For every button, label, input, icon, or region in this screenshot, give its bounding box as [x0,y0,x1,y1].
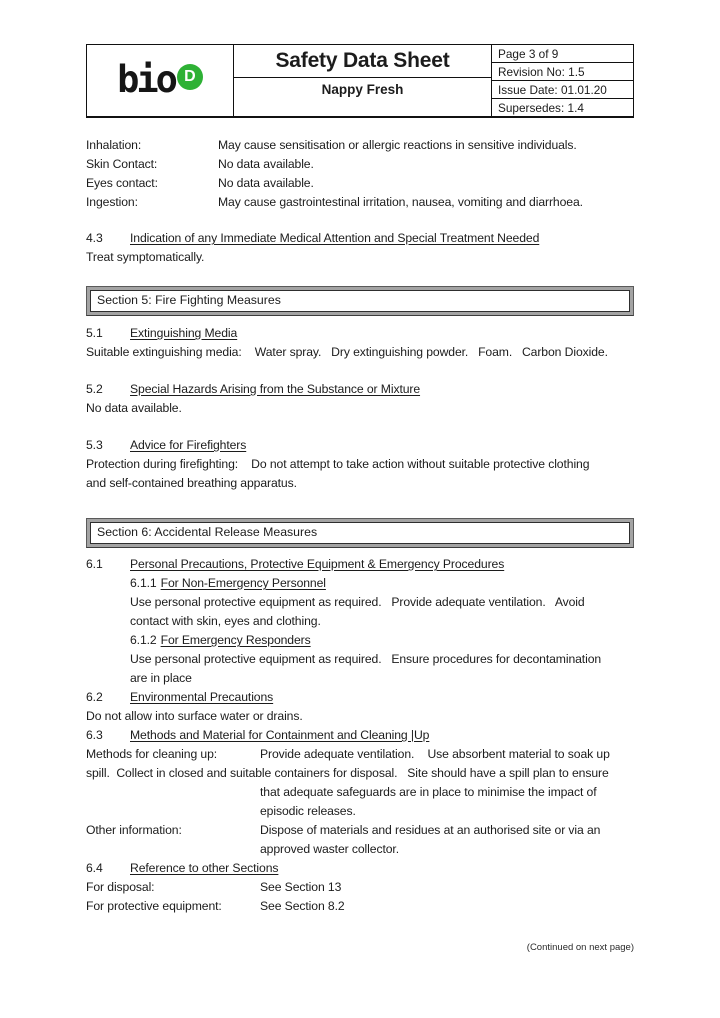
sec-5-3-body-line: Protection during firefighting: Do not attempt to take action without suitable protective clothing [86,457,590,471]
row-label: Other information: [86,823,182,837]
heading-title: For Non-Emergency Personnel [160,576,326,590]
row-label: For disposal: [86,880,155,894]
sec-6-3-body-line: spill. Collect in closed and suitable containers for disposal. Site should have a spill plan to ensure [86,766,609,780]
bio-d-logo [117,57,203,101]
first-aid-row [86,174,634,193]
continued-note: (Continued on next page) [526,942,634,953]
section-5-banner-text: Section 5: Fire Fighting Measures [90,290,630,312]
header-middle-column [234,45,492,116]
row-value: See Section 13 [260,880,342,894]
heading-number: 6.2 [86,690,103,704]
heading-number: 5.1 [86,326,103,340]
heading-4-3 [86,229,634,248]
heading-number: 6.1 [86,557,103,571]
heading-6-3 [86,726,634,745]
sec-5-1-body: Suitable extinguishing media: Water spray. Dry extinguishing powder. Foam. Carbon Dioxide. [86,345,608,359]
heading-title: Personal Precautions, Protective Equipment & Emergency Procedures [130,557,505,571]
sec-6-3-row [86,821,634,840]
sec-5-2-body: No data available. [86,401,182,415]
heading-title: Methods and Material for Containment and Cleaning |Up [130,728,430,742]
row-value: No data available. [218,176,314,190]
first-aid-row [86,193,634,212]
supersedes: Supersedes: 1.4 [498,100,584,115]
revision-number: Revision No: 1.5 [492,63,633,81]
row-value: Dispose of materials and residues at an authorised site or via an [260,823,601,837]
sec-6-3-body-line: episodic releases. [260,804,356,818]
row-label: Ingestion: [86,195,138,209]
heading-6-4 [86,859,634,878]
sec-6-2-body: Do not allow into surface water or drains. [86,709,303,723]
first-aid-row [86,155,634,174]
heading-title: For Emergency Responders [160,633,311,647]
heading-6-2 [86,688,634,707]
heading-title: Reference to other Sections [130,861,279,875]
heading-number: 4.3 [86,231,103,245]
page-number: Page 3 of 9 [492,45,633,63]
heading-5-3 [86,436,634,455]
heading-6-1-1 [86,574,634,593]
heading-number: 6.1.2 [130,633,157,647]
row-label: Skin Contact: [86,157,158,171]
heading-6-1-2 [86,631,634,650]
heading-number: 6.4 [86,861,103,875]
section-6-banner [86,518,634,548]
heading-6-1 [86,555,634,574]
sec-6-4-row [86,878,634,897]
row-label: Methods for cleaning up: [86,747,218,761]
sec-6-1-2-body-line: Use personal protective equipment as required. Ensure procedures for decontamination [130,652,602,666]
sec-6-1-2-body-line: are in place [130,671,192,685]
heading-title: Advice for Firefighters [130,438,247,452]
heading-number: 5.2 [86,382,103,396]
heading-title: Environmental Precautions [130,690,274,704]
row-label: Inhalation: [86,138,142,152]
sec-6-1-1-body-line: Use personal protective equipment as required. Provide adequate ventilation. Avoid [130,595,585,609]
sec-6-4-row [86,897,634,916]
sec-4-3-body: Treat symptomatically. [86,250,205,264]
header-table [86,44,634,118]
heading-number: 6.1.1 [130,576,157,590]
row-value: No data available. [218,157,314,171]
sec-5-3-body-line: and self-contained breathing apparatus. [86,476,297,490]
logo-cell [87,45,234,116]
first-aid-effects [86,136,634,212]
section-6-banner-text: Section 6: Accidental Release Measures [90,522,630,544]
sec-6-3-body-line: that adequate safeguards are in place to minimise the impact of [260,785,597,799]
row-value: May cause gastrointestinal irritation, nausea, vomiting and diarrhoea. [218,195,583,209]
heading-title: Special Hazards Arising from the Substance or Mixture [130,382,421,396]
sec-6-1-1-body-line: contact with skin, eyes and clothing. [130,614,321,628]
section-5-banner [86,286,634,316]
row-label: For protective equipment: [86,899,222,913]
heading-5-2 [86,380,634,399]
document-title: Safety Data Sheet [234,45,491,78]
header-meta-column [492,45,633,116]
row-value: May cause sensitisation or allergic reactions in sensitive individuals. [218,138,577,152]
heading-number: 5.3 [86,438,103,452]
product-name: Nappy Fresh [321,82,404,97]
sec-6-3-body-line: approved waster collector. [260,842,399,856]
sec-6-3-row [86,745,634,764]
heading-5-1 [86,324,634,343]
document-page [86,0,634,955]
heading-title: Indication of any Immediate Medical Attention and Special Treatment Needed [130,231,540,245]
heading-number: 6.3 [86,728,103,742]
heading-title: Extinguishing Media [130,326,238,340]
issue-date: Issue Date: 01.01.20 [492,81,633,99]
row-value: See Section 8.2 [260,899,345,913]
logo-word: bio [117,57,175,101]
row-label: Eyes contact: [86,176,158,190]
first-aid-row [86,136,634,155]
logo-d-badge-icon: D [177,64,203,90]
row-value: Provide adequate ventilation. Use absorbent material to soak up [260,747,610,761]
